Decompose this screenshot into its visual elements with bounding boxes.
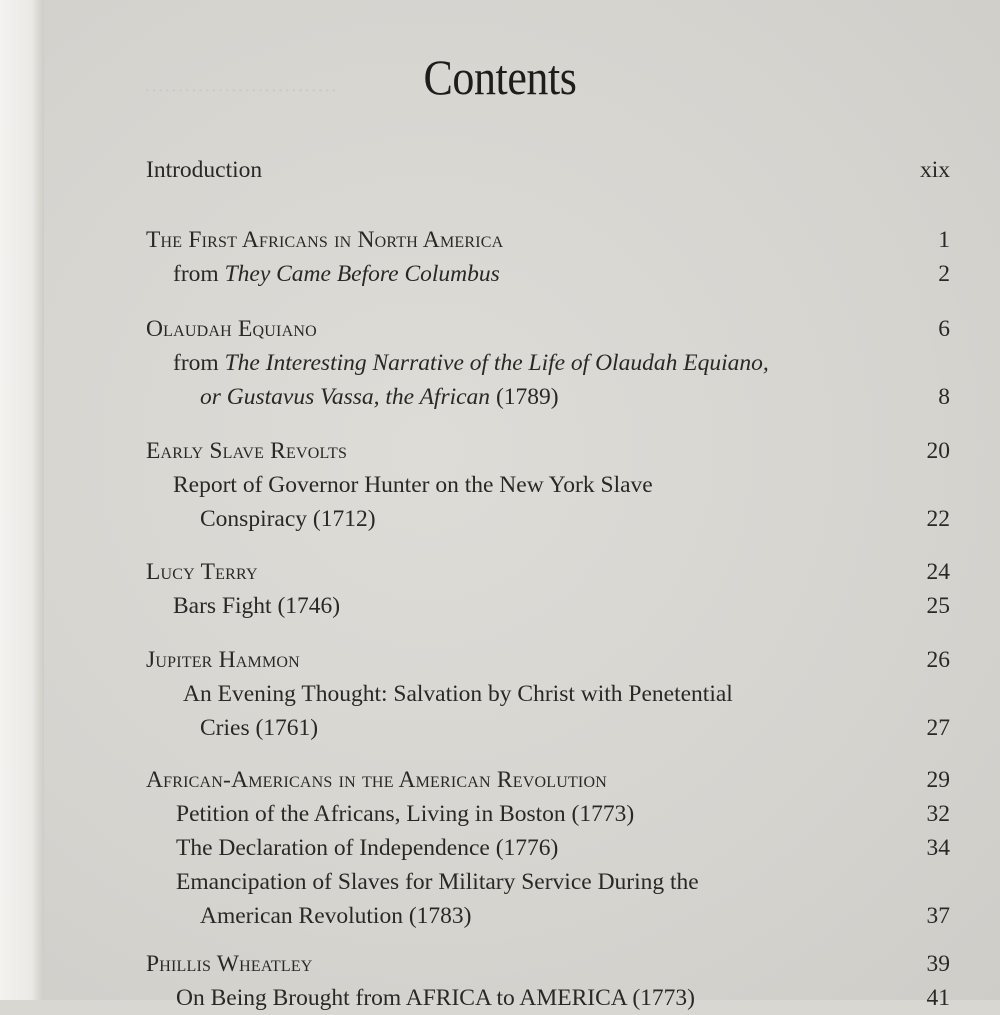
page-number: 39 — [926, 951, 950, 977]
work-title: The Declaration of Independence (1776) — [176, 835, 559, 861]
section-heading: The First Africans in North America — [146, 227, 504, 253]
page-number: 22 — [926, 506, 950, 532]
work-title: Bars Fight (1746) — [173, 593, 341, 619]
page-number: 32 — [926, 801, 950, 827]
section-heading: Early Slave Revolts — [146, 438, 348, 464]
page-number: 41 — [926, 985, 950, 1011]
page-number: 20 — [926, 438, 950, 464]
page-number: 2 — [938, 261, 950, 287]
work-title-continued: Cries (1761) — [200, 715, 319, 741]
page-number: 29 — [926, 767, 950, 793]
toc-section-first-africans — [146, 223, 950, 291]
toc-section-terry — [146, 555, 950, 623]
contents-heading: Contents — [423, 49, 577, 105]
section-heading: Phillis Wheatley — [146, 951, 313, 977]
work-title: Petition of the Africans, Living in Boston (1773) — [176, 801, 635, 827]
work-title: Emancipation of Slaves for Military Service During the — [176, 869, 699, 895]
work-title-continued: or Gustavus Vassa, the African (1789) — [200, 384, 559, 410]
page-number: 1 — [938, 227, 950, 253]
entry-title: Introduction — [146, 157, 263, 183]
section-heading: African-Americans in the American Revolution — [146, 767, 607, 793]
work-title-continued: Conspiracy (1712) — [200, 506, 376, 532]
section-heading: Olaudah Equiano — [146, 316, 317, 342]
page-number: 26 — [926, 647, 950, 673]
page-number: xix — [919, 157, 950, 183]
toc-section-wheatley — [146, 947, 950, 1015]
section-heading: Jupiter Hammon — [146, 647, 300, 673]
adjacent-page-edge — [0, 0, 44, 1000]
work-title: On Being Brought from AFRICA to AMERICA (1773) — [176, 985, 695, 1011]
page-number: 37 — [926, 903, 950, 929]
page-number: 24 — [926, 559, 950, 585]
work-title: from The Interesting Narrative of the Life of Olaudah Equiano, — [173, 350, 769, 376]
toc-section-revolution — [146, 763, 950, 933]
section-heading: Lucy Terry — [146, 559, 258, 585]
work-title: An Evening Thought: Salvation by Christ with Penetential — [183, 681, 733, 707]
toc-section-hammon — [146, 643, 950, 745]
toc-entry-introduction — [146, 153, 950, 187]
toc-section-revolts — [146, 434, 950, 536]
page-number: 8 — [938, 384, 950, 410]
page-number: 34 — [926, 835, 950, 861]
work-title: Report of Governor Hunter on the New York Slave — [173, 472, 653, 498]
page-number: 25 — [926, 593, 950, 619]
page-number: 6 — [938, 316, 950, 342]
work-title: from They Came Before Columbus — [173, 261, 500, 287]
page-number: 27 — [926, 715, 950, 741]
work-title-continued: American Revolution (1783) — [200, 903, 472, 929]
bleed-through-text: ····························· — [144, 80, 338, 102]
toc-section-equiano — [146, 312, 950, 414]
